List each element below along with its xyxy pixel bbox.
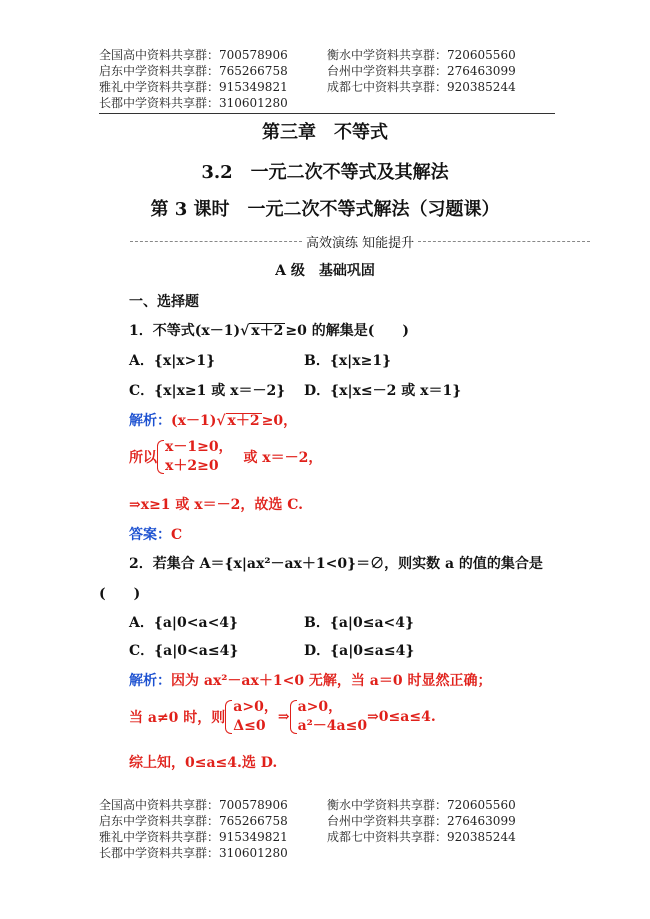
header-rule xyxy=(99,113,555,114)
inequality-system xyxy=(225,698,278,736)
level-heading: A 级 基础巩固 xyxy=(275,263,375,279)
group-text: 衡水中学资料共享群：720605560 xyxy=(327,48,516,62)
q1-system xyxy=(129,438,322,476)
inequality-system xyxy=(157,438,233,476)
divider xyxy=(418,241,590,242)
q2-option-b[interactable]: B．{a|0≤a<4} xyxy=(304,615,415,631)
when-text: 当 a≠0 时，则 xyxy=(129,710,226,726)
header-groups-top xyxy=(99,47,559,111)
analysis-post: ≥0， xyxy=(261,413,298,429)
lesson-title: 第 3 课时 一元二次不等式解法（习题课） xyxy=(150,199,500,220)
group-text: 启东中学资料共享群：765266758 xyxy=(99,64,288,78)
answer-value: C xyxy=(171,527,183,543)
q1-conclusion: ⇒x≥1 或 x＝－2，故选 C. xyxy=(129,497,304,513)
analysis-text: 因为 ax²－ax＋1<0 无解，当 a＝0 时显然正确； xyxy=(171,673,492,689)
sqrt-radicand: x＋2 xyxy=(227,413,260,429)
group-text: 衡水中学资料共享群：720605560 xyxy=(327,798,516,812)
implies-arrow: ⇒ xyxy=(277,709,290,725)
group-text: 雅礼中学资料共享群：915349821 xyxy=(99,80,288,94)
derivation-tail: ⇒0≤a≤4. xyxy=(367,709,436,725)
q2-paren: ( ) xyxy=(99,586,141,602)
analysis-pre: (x－1) xyxy=(171,413,217,429)
sqrt-sign: √ xyxy=(240,323,250,339)
chapter-title: 第三章 不等式 xyxy=(262,122,388,143)
group-text: 成都七中资料共享群：920385244 xyxy=(327,80,516,94)
group-text: 台州中学资料共享群：276463099 xyxy=(327,64,516,78)
divider xyxy=(130,241,302,242)
group-text: 雅礼中学资料共享群：915349821 xyxy=(99,830,288,844)
q2-summary: 综上知，0≤a≤4.选 D. xyxy=(129,755,278,771)
system-row: Δ≤0 xyxy=(233,718,266,734)
group-text: 成都七中资料共享群：920385244 xyxy=(327,830,516,844)
q2-option-d[interactable]: D．{a|0≤a≤4} xyxy=(304,643,415,659)
q1-option-d[interactable]: D．{x|x≤－2 或 x＝1} xyxy=(304,383,462,399)
so-text: 所以 xyxy=(129,450,157,466)
system-row: x－1≥0， xyxy=(165,439,233,455)
group-text: 长郡中学资料共享群：310601280 xyxy=(99,96,288,110)
banner-text: 高效演练 知能提升 xyxy=(305,235,415,251)
sqrt-sign: √ xyxy=(216,413,226,429)
q1-option-a[interactable]: A．{x|x>1} xyxy=(129,353,216,369)
q1-analysis xyxy=(129,410,297,430)
header-groups-bottom xyxy=(99,797,559,861)
or-text: 或 x＝－2， xyxy=(243,450,323,466)
analysis-label: 解析： xyxy=(129,413,171,429)
q1-answer xyxy=(129,524,182,544)
q1-post: ≥0 的解集是( ) xyxy=(285,323,409,339)
practice-banner xyxy=(130,232,590,250)
q1-option-c[interactable]: C．{x|x≥1 或 x＝－2} xyxy=(129,383,286,399)
q2-option-c[interactable]: C．{a|0<a≤4} xyxy=(129,643,239,659)
q2-derivation xyxy=(129,698,436,736)
group-text: 启东中学资料共享群：765266758 xyxy=(99,814,288,828)
q2-option-a[interactable]: A．{a|0<a<4} xyxy=(129,615,239,631)
section-title: 3.2 一元二次不等式及其解法 xyxy=(201,162,449,183)
group-text: 长郡中学资料共享群：310601280 xyxy=(99,846,288,860)
group-text: 全国高中资料共享群：700578906 xyxy=(99,48,288,62)
answer-label: 答案： xyxy=(129,527,171,543)
inequality-system xyxy=(290,698,368,736)
q1-option-b[interactable]: B．{x|x≥1} xyxy=(304,353,392,369)
question-1 xyxy=(129,320,409,340)
system-row: a²－4a≤0 xyxy=(297,718,368,734)
analysis-label: 解析： xyxy=(129,673,171,689)
system-row: a>0， xyxy=(233,699,278,715)
system-row: a>0， xyxy=(297,699,343,715)
q2-analysis xyxy=(129,670,492,690)
sqrt-radicand: x＋2 xyxy=(251,323,284,339)
q1-pre: 1．不等式(x－1) xyxy=(129,323,241,339)
group-text: 台州中学资料共享群：276463099 xyxy=(327,814,516,828)
system-row: x＋2≥0 xyxy=(165,458,219,474)
part-heading: 一、选择题 xyxy=(129,294,199,310)
group-text: 全国高中资料共享群：700578906 xyxy=(99,798,288,812)
question-2: 2．若集合 A＝{x|ax²－ax＋1<0}＝∅，则实数 a 的值的集合是 xyxy=(129,556,543,572)
